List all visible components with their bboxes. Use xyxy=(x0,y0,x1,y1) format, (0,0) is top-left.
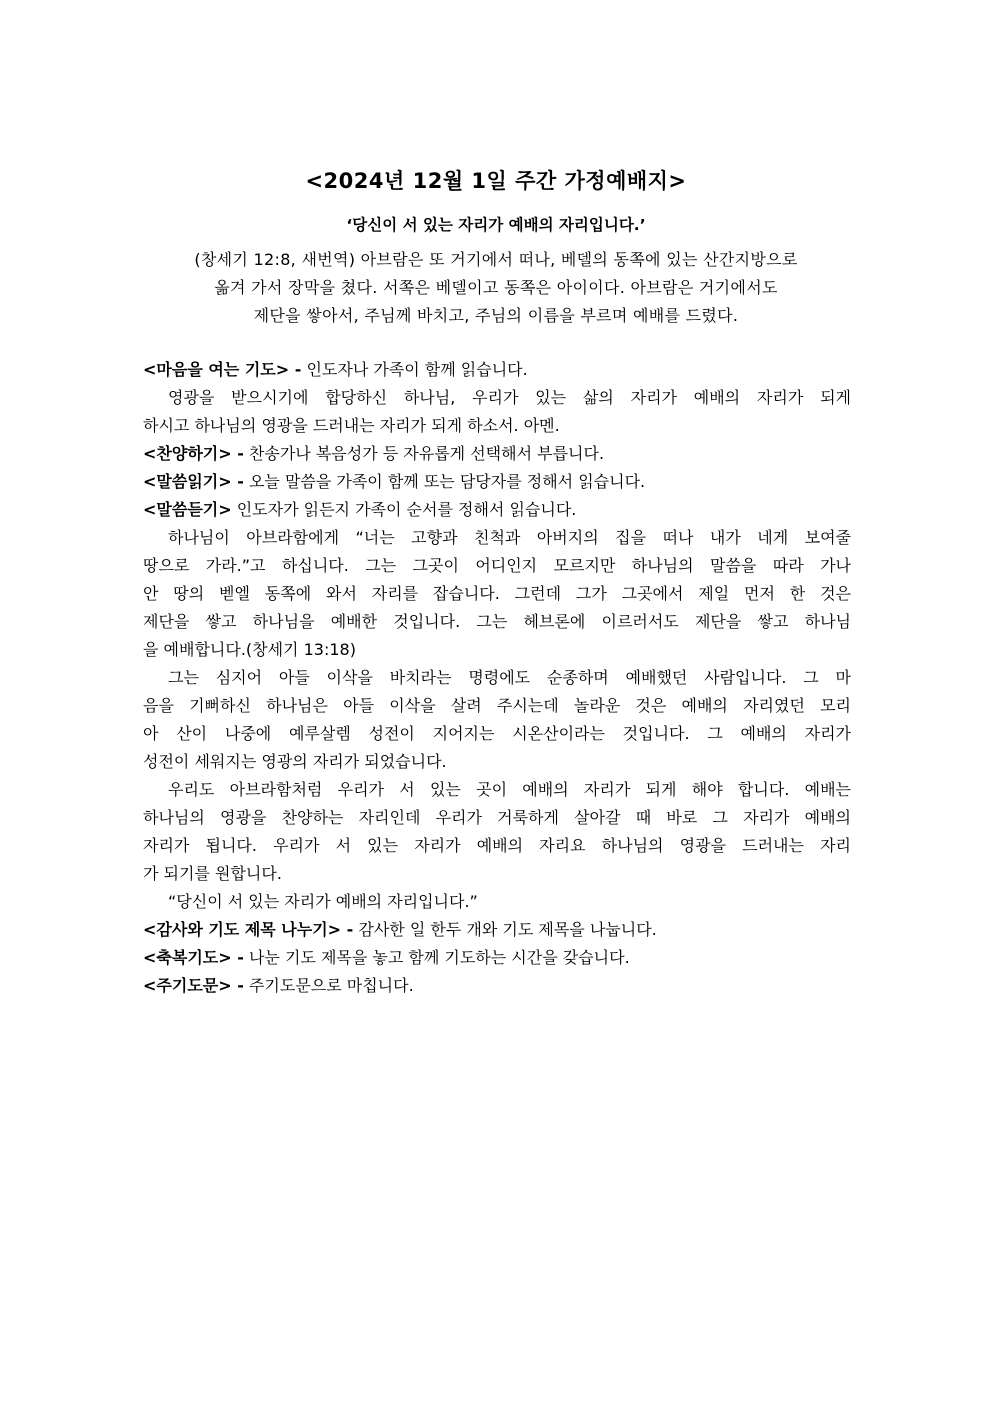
sermon-line: 하나님이 아브라함에게 “너는 고향과 친척과 아버지의 집을 떠나 내가 네게 보여줄 xyxy=(168,528,851,547)
section-heading: <감사와 기도 제목 나누기> - xyxy=(143,920,354,939)
section-instruction: 감사한 일 한두 개와 기도 제목을 나눕니다. xyxy=(353,920,657,939)
sermon-line: 아 산이 나중에 예루살렘 성전이 지어지는 시온산이라는 것입니다. 그 예배의 자리가 xyxy=(143,724,851,743)
section-instruction: 인도자나 가족이 함께 읽습니다. xyxy=(301,360,528,379)
section-instruction: 주기도문으로 마칩니다. xyxy=(243,976,414,995)
blessing-section xyxy=(143,944,851,972)
listening-section xyxy=(143,496,851,524)
sermon-line: 하나님의 영광을 찬양하는 자리인데 우리가 거룩하게 살아갈 때 바로 그 자리가 예배의 xyxy=(143,808,851,827)
lords-prayer-section xyxy=(143,972,851,1000)
sermon-line: 음을 기뻐하신 하나님은 아들 이삭을 살려 주시는데 놀라운 것은 예배의 자리였던 모리 xyxy=(143,696,851,715)
verse-line: (창세기 12:8, 새번역) 아브람은 또 거기에서 떠나, 베델의 동쪽에 있는 산간지방으로 xyxy=(194,250,798,269)
sermon-line: 제단을 쌓고 하나님을 예배한 것입니다. 그는 헤브론에 이르러서도 제단을 쌓고 하나님 xyxy=(143,612,851,631)
section-heading: <말씀듣기> xyxy=(143,500,232,519)
prayer-text-line: 하시고 하나님의 영광을 드러내는 자리가 되게 하소서. 아멘. xyxy=(143,416,560,435)
reading-section xyxy=(143,468,851,496)
sermon-line: 을 예배합니다.(창세기 13:18) xyxy=(143,640,356,659)
document-title: <2024년 12월 1일 주간 가정예배지> xyxy=(305,169,687,193)
section-heading: <주기도문> - xyxy=(143,976,244,995)
sermon-line: 성전이 세워지는 영광의 자리가 되었습니다. xyxy=(143,752,447,771)
section-instruction: 인도자가 읽든지 가족이 순서를 정해서 읽습니다. xyxy=(231,500,577,519)
sermon-quote: “당신이 서 있는 자리가 예배의 자리입니다.” xyxy=(168,892,478,911)
section-heading: <마음을 여는 기도> - xyxy=(143,360,302,379)
sermon-line: 그는 심지어 아들 이삭을 바치라는 명령에도 순종하며 예배했던 사람입니다. 그 마 xyxy=(168,668,851,687)
section-instruction: 나눈 기도 제목을 놓고 함께 기도하는 시간을 갖습니다. xyxy=(243,948,630,967)
sermon-line: 자리가 됩니다. 우리가 서 있는 자리가 예배의 자리요 하나님의 영광을 드러내는 자리 xyxy=(143,836,851,855)
section-heading: <찬양하기> - xyxy=(143,444,244,463)
sermon-line: 우리도 아브라함처럼 우리가 서 있는 곳이 예배의 자리가 되게 해야 합니다. 예배는 xyxy=(168,780,851,799)
verse-line: 제단을 쌓아서, 주님께 바치고, 주님의 이름을 부르며 예배를 드렸다. xyxy=(253,306,739,325)
thanks-section xyxy=(143,916,851,944)
document-subtitle: ‘당신이 서 있는 자리가 예배의 자리입니다.’ xyxy=(346,216,646,234)
verse-line: 옮겨 가서 장막을 쳤다. 서쪽은 베델이고 동쪽은 아이이다. 아브람은 거기에서도 xyxy=(214,278,778,297)
section-heading: <말씀읽기> - xyxy=(143,472,244,491)
sermon-line: 가 되기를 원합니다. xyxy=(143,864,282,883)
worship-order xyxy=(143,356,851,1000)
sermon-line: 땅으로 가라.”고 하십니다. 그는 그곳이 어디인지 모르지만 하나님의 말씀을 따라 가나 xyxy=(143,556,851,575)
section-instruction: 오늘 말씀을 가족이 함께 또는 담당자를 정해서 읽습니다. xyxy=(243,472,646,491)
opening-prayer-section xyxy=(143,356,851,384)
prayer-text-line: 영광을 받으시기에 합당하신 하나님, 우리가 있는 삶의 자리가 예배의 자리가 되게 xyxy=(168,388,851,407)
sermon-line: 안 땅의 벧엘 동쪽에 와서 자리를 잡습니다. 그런데 그가 그곳에서 제일 먼저 한 것은 xyxy=(143,584,851,603)
scripture-verse xyxy=(120,246,872,330)
section-heading: <축복기도> - xyxy=(143,948,244,967)
praise-section xyxy=(143,440,851,468)
section-instruction: 찬송가나 복음성가 등 자유롭게 선택해서 부릅니다. xyxy=(243,444,605,463)
